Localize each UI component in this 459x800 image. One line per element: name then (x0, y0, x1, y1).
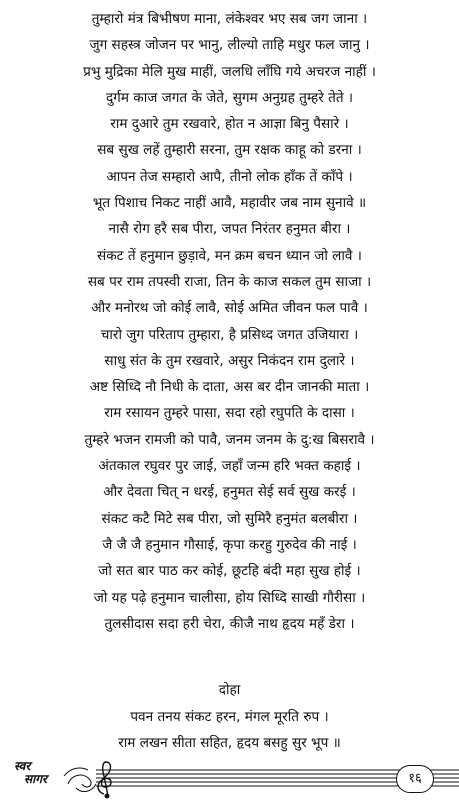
verse-line: आपन तेज सम्हारो आपै, तीनो लोक हाँक तें काँपे । (106, 168, 353, 185)
doha-line: पवन तनय संकट हरन, मंगल मूरति रुप । (130, 709, 329, 725)
verse-line: सब पर राम तपस्वी राजा, तिन के काज सकल तुम साजा । (87, 273, 372, 290)
verse-line: साधु संत के तुम रखवारे, असुर निकंदन राम दुलारे । (104, 352, 355, 369)
verse-line: जो यह पढ़े हनुमान चालीसा, होय सिध्दि साखी गौरीसा । (93, 589, 366, 606)
verse-line: तुम्हारो मंत्र बिभीषण माना, लंकेश्वर भए सब जग जाना । (91, 11, 368, 27)
footer (0, 754, 459, 800)
verse-line: जुग सहस्त्र जोजन पर भानु, लील्यो ताहि मधुर फल जानु । (89, 37, 370, 54)
verse-line: जो सत बार पाठ कर कोई, छूटहि बंदी महा सुख होई । (98, 563, 361, 580)
verse-line: सब सुख लहें तुम्हारी सरना, तुम रक्षक काहू को डरना । (97, 142, 362, 159)
verse-line: अंतकाल रघुवर पुर जाई, जहाँ जन्म हरि भक्त कहाई । (98, 458, 361, 475)
verse-line: और मनोरथ जो कोई लावै, सोई अमित जीवन फल पावै । (91, 300, 368, 317)
verse-line: राम दुआरे तुम रखवारे, होत न आज्ञा बिनु पैसारे । (110, 116, 349, 133)
verse-line: नासै रोग हरै सब पीरा, जपत निरंतर हनुमत बीरा । (108, 221, 351, 238)
verse-line: तुम्हरे भजन रामजी को पावै, जनम जनम के दु:ख बिसरावै । (84, 431, 375, 448)
verse-line: राम रसायन तुम्हरे पासा, सदा रहो रघुपति के दासा । (104, 405, 355, 422)
verse-line: प्रभु मुद्रिका मेलि मुख माहीं, जलधि लाँघि गये अचरज नाहीं । (83, 63, 376, 80)
verse-line: संकट कटै मिटे सब पीरा, जो सुमिरै हनुमंत बलबीरा । (101, 510, 358, 527)
verse-line: चारो जुग परिताप तुम्हारा, है प्रसिध्द जगत उजियारा । (100, 326, 359, 343)
doha-title: दोहा (218, 682, 241, 698)
svar-sagar-logo: स्वर सागर (14, 759, 47, 786)
verse-line: तुलसीदास सदा हरी चेरा, कीजै नाथ हृदय महँ डेरा । (104, 615, 355, 632)
treble-clef-icon (98, 762, 111, 798)
verse-line: संकट तें हनुमान छुड़ावे, मन क्रम बचन ध्यान जो लावै । (97, 247, 362, 264)
doha-block (0, 704, 459, 756)
page-number: १६ (396, 765, 434, 793)
verse-line: जै जै जै हनुमान गौसाई, कृपा करहु गुरुदेव की नाई । (102, 536, 357, 553)
music-staff-decoration (0, 754, 459, 800)
verse-line: और देवता चित् न धरई, हनुमत सेई सर्व सुख करई । (103, 484, 356, 501)
verse-line: अष्ट सिध्दि नौ निधी के दाता, अस बर दीन जानकी माता । (89, 379, 370, 396)
doha-line: राम लखन सीता सहित, हृदय बसहु सुर भूप ॥ (118, 735, 341, 751)
verse-line: भूत पिशाच निकट नाहीं आवै, महावीर जब नाम सुनावे ॥ (92, 195, 367, 212)
chaupai-block (0, 6, 459, 637)
swirl-ornament-icon (64, 768, 96, 791)
verse-line: दुर्गम काज जगत के जेते, सुगम अनुग्रह तुम्हरे तेते । (105, 89, 354, 106)
